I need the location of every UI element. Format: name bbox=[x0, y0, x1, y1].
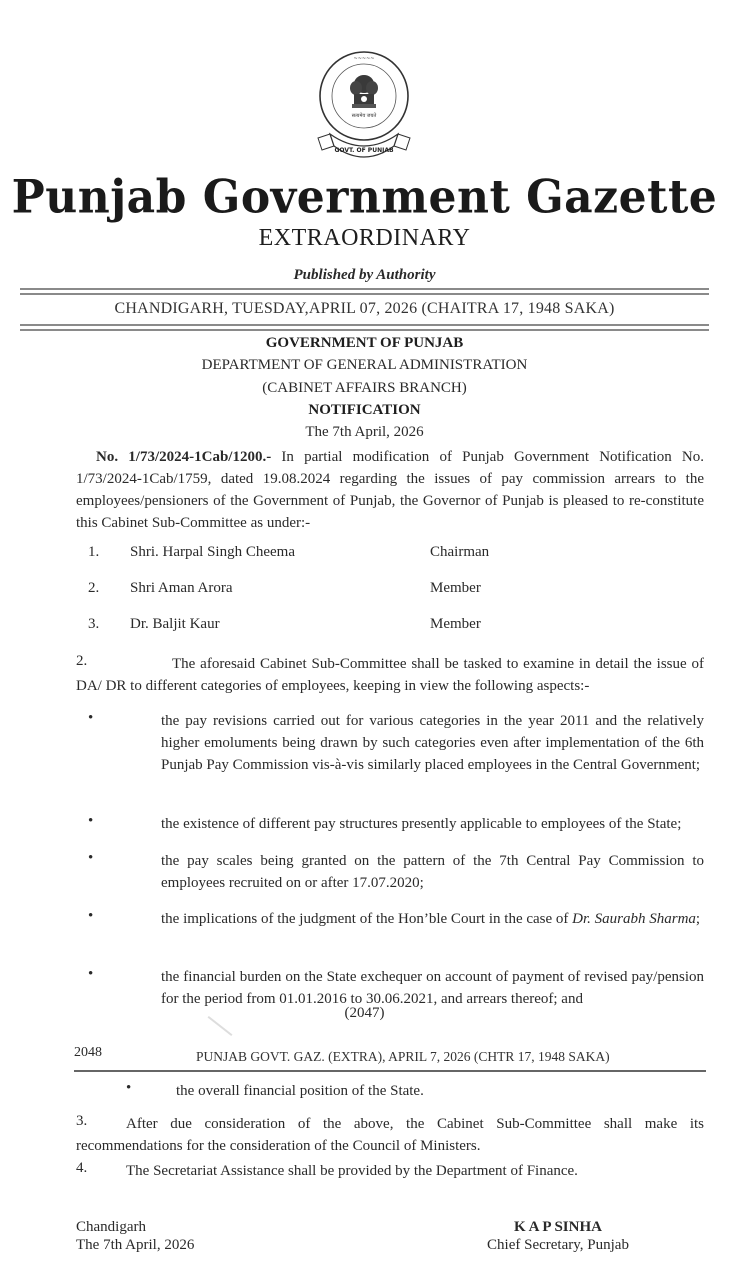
notification-heading: NOTIFICATION bbox=[308, 402, 421, 418]
branch-heading: (CABINET AFFAIRS BRANCH) bbox=[262, 380, 467, 396]
member-number: 3. bbox=[88, 616, 100, 632]
divider-rule bbox=[20, 293, 709, 295]
svg-text:सत्यमेव जयते: सत्यमेव जयते bbox=[351, 113, 377, 119]
member-row bbox=[88, 616, 648, 638]
member-name: Shri. Harpal Singh Cheema bbox=[130, 544, 295, 560]
aspect-item: the pay revisions carried out for various categories in the year 2011 and the relatively higher emoluments being drawn by such categories even after implementation of the 6th Punjab Pay Commission vis-à-vis similarly placed employees in the Central Government; bbox=[161, 713, 704, 773]
gazette-subtitle: EXTRAORDINARY bbox=[258, 225, 471, 251]
member-row bbox=[88, 580, 648, 602]
para4-number: 4. bbox=[76, 1160, 88, 1176]
punjab-govt-emblem-icon bbox=[314, 46, 414, 164]
case-name: Dr. Saurabh Sharma bbox=[572, 911, 696, 927]
signatory-name: K A P SINHA bbox=[514, 1219, 602, 1235]
bullet-icon: • bbox=[88, 710, 94, 726]
government-heading: GOVERNMENT OF PUNJAB bbox=[265, 335, 464, 351]
signature-date: The 7th April, 2026 bbox=[76, 1237, 195, 1253]
published-by-authority: Published by Authority bbox=[293, 267, 436, 283]
dateline: CHANDIGARH, TUESDAY,APRIL 07, 2026 (CHAITRA 17, 1948 SAKA) bbox=[114, 300, 615, 317]
member-role: Member bbox=[430, 616, 481, 632]
svg-text:GOVT. OF PUNJAB: GOVT. OF PUNJAB bbox=[334, 147, 394, 154]
intro-text: In partial modification of Punjab Government Notification No. 1/73/2024-1Cab/1759, dated 19.08.2024 regarding the issues of pay commission arrears to the employees/pensioners of the Government of Punjab, the Governor of Punjab is pleased to re-constitute this Cabinet Sub-Committee as under:- bbox=[76, 449, 704, 531]
aspect-item: the implications of the judgment of the Hon’ble Court in the case of Dr. Saurabh Sharma; bbox=[161, 911, 701, 927]
aspect-item: the existence of different pay structures presently applicable to employees of the State; bbox=[161, 816, 682, 832]
divider-rule bbox=[74, 1070, 706, 1072]
running-head: PUNJAB GOVT. GAZ. (EXTRA), APRIL 7, 2026 (CHTR 17, 1948 SAKA) bbox=[196, 1049, 610, 1064]
aspect-item: the overall financial position of the State. bbox=[176, 1083, 424, 1099]
notification-date: The 7th April, 2026 bbox=[305, 424, 424, 440]
page-number: (2047) bbox=[344, 1005, 385, 1021]
svg-text:~~~~~: ~~~~~ bbox=[353, 56, 375, 62]
signature-place-date bbox=[76, 1218, 194, 1254]
bullet-icon: • bbox=[88, 908, 94, 924]
aspect-item: the pay scales being granted on the pattern of the 7th Central Pay Commission to employees recruited on or after 17.07.2020; bbox=[161, 853, 704, 891]
para2-text: The aforesaid Cabinet Sub-Committee shall be tasked to examine in detail the issue of DA/ DR to different categories of employees, keeping in view the following aspects:- bbox=[76, 656, 704, 694]
divider-rule bbox=[20, 329, 709, 331]
para3-text: After due consideration of the above, the Cabinet Sub-Committee shall make its recommendations for the consideration of the Council of Ministers. bbox=[76, 1116, 704, 1154]
bullet-icon: • bbox=[88, 966, 94, 982]
gazette-title: Punjab Government Gazette bbox=[11, 170, 718, 225]
member-number: 2. bbox=[88, 580, 100, 596]
member-row bbox=[88, 544, 648, 566]
department-heading: DEPARTMENT OF GENERAL ADMINISTRATION bbox=[201, 357, 528, 373]
aspect-item: the financial burden on the State exchequer on account of payment of revised pay/pension for the period from 01.01.2016 to 30.06.2021, and arrears thereof; and bbox=[161, 969, 704, 1007]
para4-text: The Secretariat Assistance shall be provided by the Department of Finance. bbox=[126, 1163, 578, 1179]
para3-number: 3. bbox=[76, 1113, 88, 1129]
member-name: Shri Aman Arora bbox=[130, 580, 233, 596]
signature-place: Chandigarh bbox=[76, 1219, 146, 1235]
para2-number: 2. bbox=[76, 653, 88, 669]
bullet-icon: • bbox=[88, 813, 94, 829]
member-number: 1. bbox=[88, 544, 100, 560]
bullet-icon: • bbox=[126, 1080, 132, 1096]
member-name: Dr. Baljit Kaur bbox=[130, 616, 220, 632]
signatory-designation: Chief Secretary, Punjab bbox=[487, 1237, 629, 1253]
bullet-icon: • bbox=[88, 850, 94, 866]
notification-number: No. 1/73/2024-1Cab/1200.- bbox=[96, 449, 272, 465]
member-role: Chairman bbox=[430, 544, 490, 560]
page2-number: 2048 bbox=[74, 1045, 102, 1060]
member-role: Member bbox=[430, 580, 481, 596]
divider-rule bbox=[20, 324, 709, 326]
signatory bbox=[478, 1218, 638, 1254]
intro-paragraph bbox=[76, 446, 704, 534]
divider-rule bbox=[20, 288, 709, 290]
